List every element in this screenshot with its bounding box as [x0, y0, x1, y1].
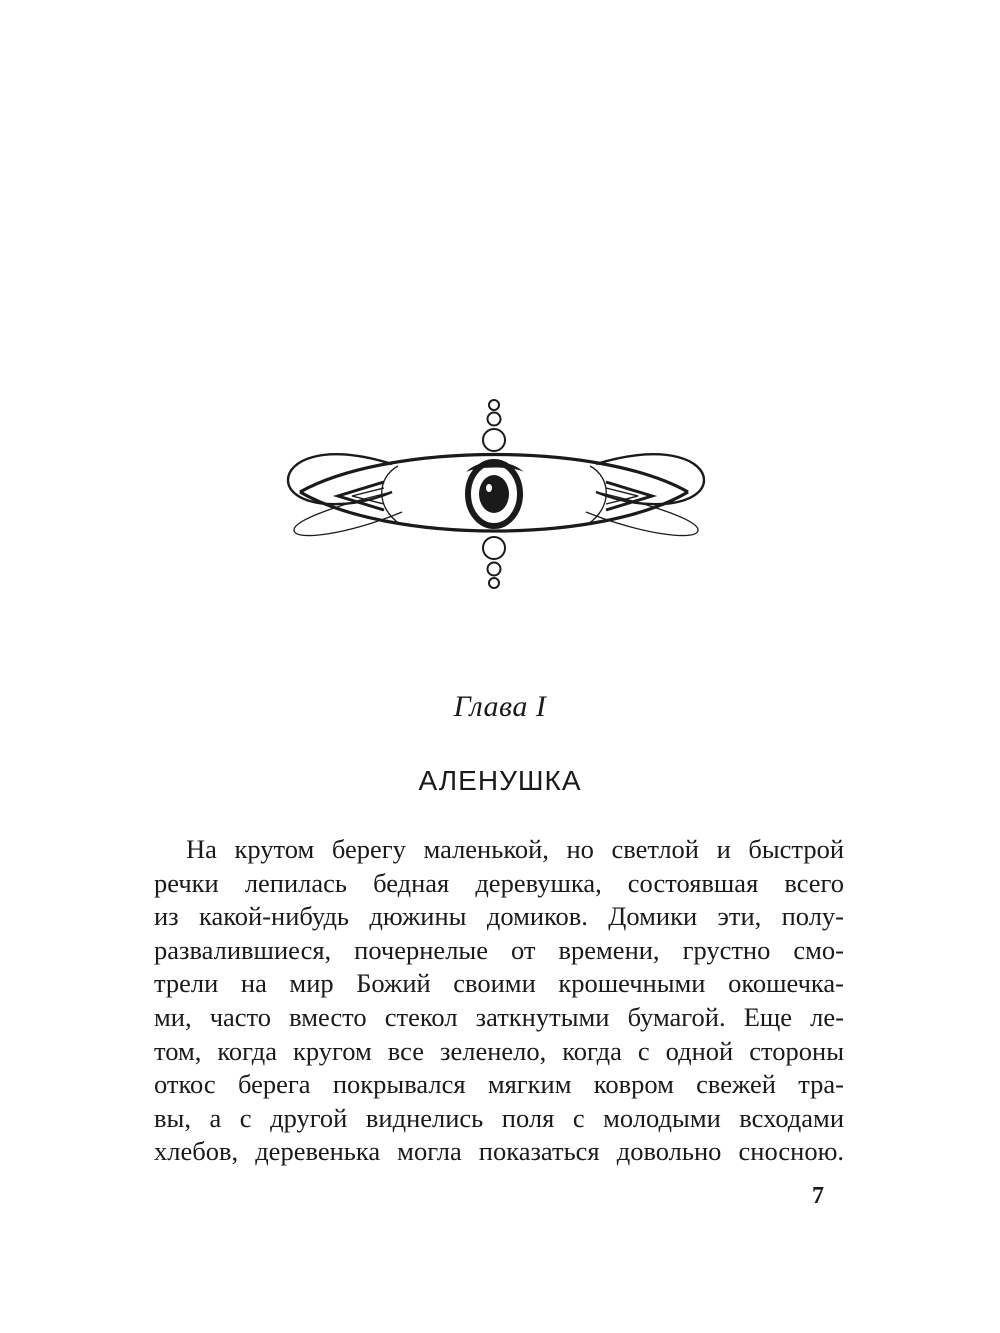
- ornament-bead: [483, 429, 505, 451]
- paragraph-line: трели на мир Божий своими крошечными окошечка-: [154, 968, 844, 999]
- paragraph-line: речки лепилась бедная деревушка, состоявшая всего: [154, 867, 844, 898]
- paragraph-line: том, когда кругом все зеленело, когда с одной стороны: [154, 1035, 844, 1066]
- page-number: 7: [812, 1183, 824, 1209]
- chapter-paragraph: [154, 833, 844, 1169]
- chapter-title: АЛЕНУШКА: [418, 765, 582, 796]
- ornament-bead: [489, 400, 499, 410]
- ornament-bead: [488, 563, 501, 576]
- ornament-bead: [483, 537, 505, 559]
- paragraph-line: хлебов, деревенька могла показаться довольно сносною.: [154, 1136, 844, 1167]
- paragraph-line: развалившиеся, почернелые от времени, грустно смо-: [154, 934, 844, 965]
- paragraph-line: откос берега покрывался мягким ковром свежей тра-: [154, 1069, 844, 1100]
- paragraph-line: На крутом берегу маленькой, но светлой и быстрой: [186, 834, 844, 864]
- ornament-eye-highlight: [486, 484, 492, 492]
- paragraph-line: из какой-нибудь дюжины домиков. Домики эти, полу-: [154, 901, 844, 932]
- ornament-eye-inner: [479, 475, 509, 513]
- paragraph-line: вы, а с другой виднелись поля с молодыми всходами: [154, 1102, 844, 1133]
- paragraph-line: ми, часто вместо стекол заткнутыми бумагой. Еще ле-: [154, 1001, 844, 1032]
- chapter-ornament: [280, 392, 720, 592]
- chapter-label: Глава I: [453, 690, 547, 723]
- ornament-bead: [489, 578, 499, 588]
- ornament-bead: [488, 413, 501, 426]
